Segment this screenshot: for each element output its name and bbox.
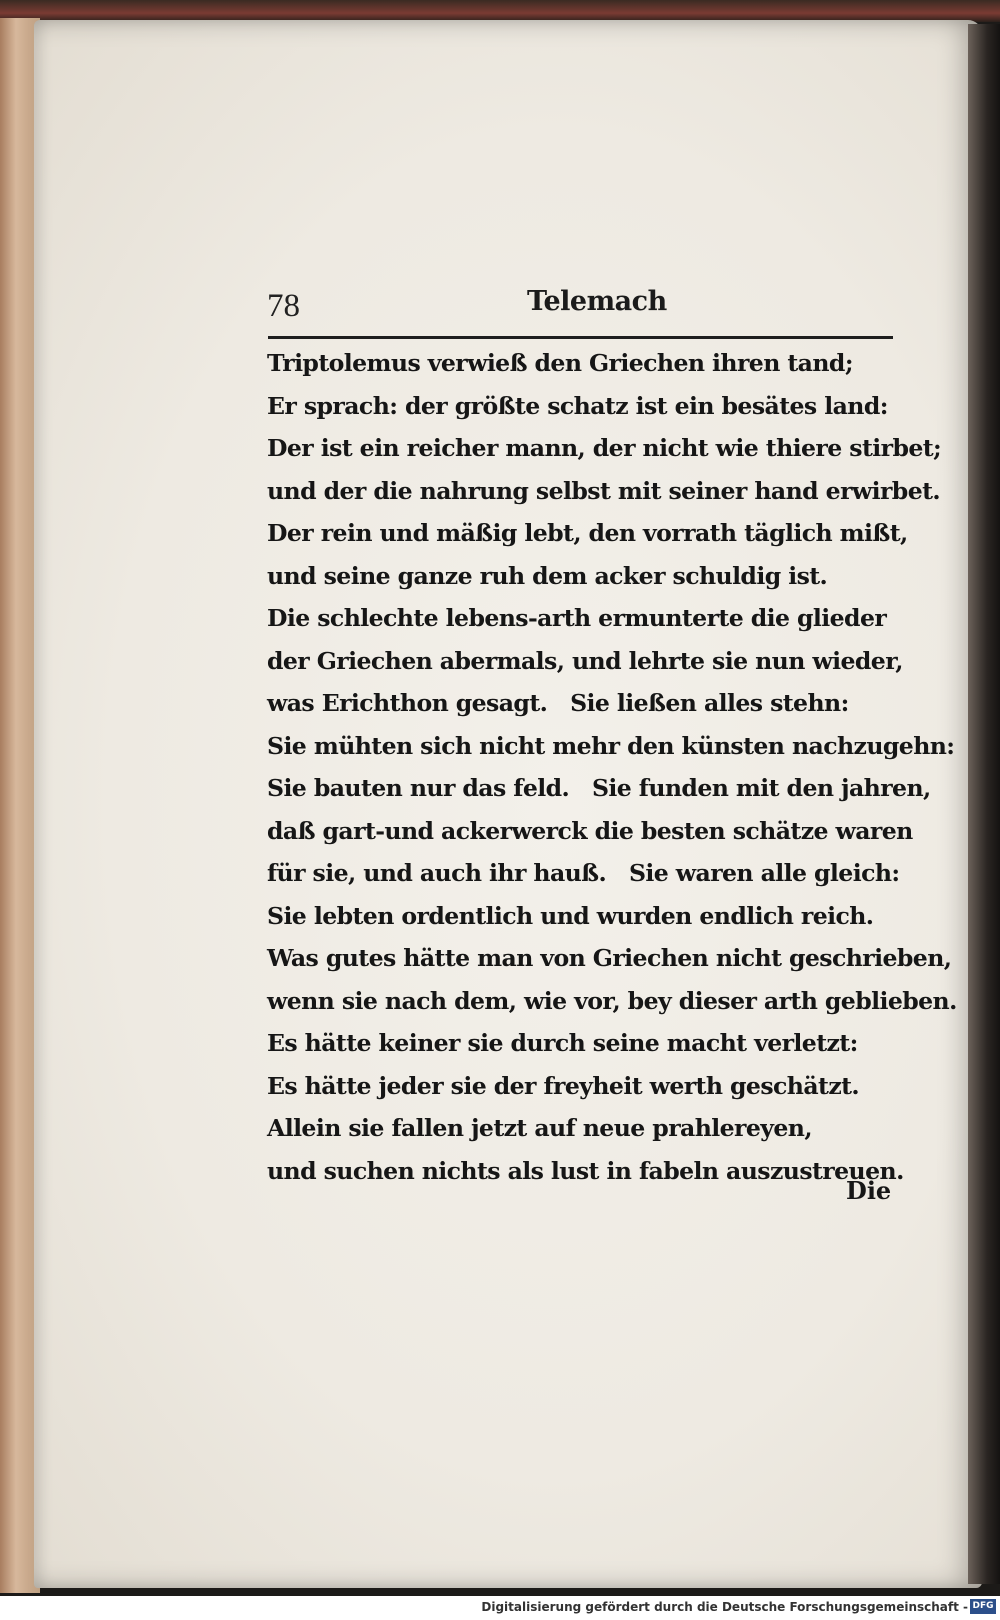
verse-block <box>267 342 957 1192</box>
running-title: Telemach <box>527 286 667 317</box>
header-rule <box>268 336 893 339</box>
verse-line: Die schlechte lebens-arth ermunterte die glieder <box>267 604 887 632</box>
verse-line: Es hätte jeder sie der freyheit werth geschätzt. <box>267 1071 860 1100</box>
page-number: 78 <box>267 288 300 324</box>
verse-line: Der ist ein reicher mann, der nicht wie thiere stirbet; <box>267 434 942 462</box>
funding-credit: Digitalisierung gefördert durch die Deutsche Forschungsgemeinschaft - <box>481 1600 968 1614</box>
catchword: Die <box>846 1176 892 1205</box>
verse-line: der Griechen abermals, und lehrte sie nun wieder, <box>267 646 903 675</box>
verse-line: Was gutes hätte man von Griechen nicht geschrieben, <box>267 944 952 972</box>
verse-line: und der die nahrung selbst mit seiner hand erwirbet. <box>267 476 941 505</box>
verse-line: daß gart-und ackerwerck die besten schätze waren <box>267 816 913 845</box>
page-header <box>265 286 893 330</box>
verse-line: Der rein und mäßig lebt, den vorrath täglich mißt, <box>267 519 908 547</box>
book-gutter-shadow <box>968 24 1000 1584</box>
verse-line: für sie, und auch ihr hauß. Sie waren alle gleich: <box>267 859 900 887</box>
verse-line: Sie mühten sich nicht mehr den künsten nachzugehn: <box>267 731 955 760</box>
verse-line: und seine ganze ruh dem acker schuldig ist. <box>267 561 828 590</box>
verse-line: Er sprach: der größte schatz ist ein besätes land: <box>267 391 888 420</box>
verse-line: Allein sie fallen jetzt auf neue prahlereyen, <box>267 1114 812 1142</box>
verse-line: Triptolemus verwieß den Griechen ihren tand; <box>267 349 853 377</box>
verse-line: wenn sie nach dem, wie vor, bey dieser arth geblieben. <box>267 986 957 1015</box>
verse-line: und suchen nichts als lust in fabeln auszustreuen. <box>267 1156 904 1185</box>
verse-line: Es hätte keiner sie durch seine macht verletzt: <box>267 1029 858 1057</box>
verse-line: Sie bauten nur das feld. Sie funden mit den jahren, <box>267 774 931 802</box>
book-top-edge <box>0 0 1000 22</box>
dfg-logo: DFG <box>970 1599 996 1614</box>
verse-line: was Erichthon gesagt. Sie ließen alles stehn: <box>267 689 849 717</box>
digitization-footer <box>0 1596 1000 1620</box>
verse-line: Sie lebten ordentlich und wurden endlich reich. <box>267 901 874 930</box>
